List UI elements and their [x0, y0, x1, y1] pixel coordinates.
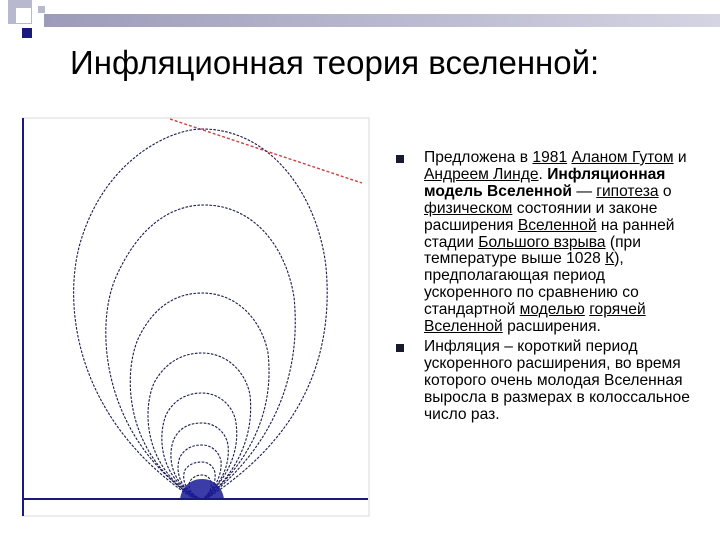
text-fragment: состоянии и законе расширения [424, 199, 658, 234]
link-hypothesis[interactable]: гипотеза [596, 182, 659, 200]
text-fragment: о [658, 182, 672, 200]
bullet-text: Инфляция – короткий период ускоренного расширения, во время которого очень молодая Вселенная выросла в размерах в колоссальное число раз. [424, 337, 690, 423]
top-decorative-bar [44, 14, 720, 27]
link-physical[interactable]: физическом [424, 199, 513, 217]
text-fragment: Предложена в [424, 149, 533, 166]
text-fragment: . [538, 165, 548, 183]
bullet-list [394, 150, 694, 424]
bullet-item [394, 339, 694, 424]
link-kelvin[interactable]: К [605, 250, 615, 268]
text-fragment: (при температуре выше 1028 [424, 233, 641, 268]
slide-title: Инфляционная теория вселенной: [70, 44, 600, 81]
text-fragment: и [673, 149, 687, 166]
bullet-text [424, 150, 694, 336]
deco-square-small [38, 6, 45, 13]
deco-square-dark [22, 28, 32, 38]
inflation-bubbles-illustration [22, 117, 370, 517]
bullet-item [394, 150, 694, 336]
text-fragment: ), предполагающая период ускоренного по сравнению со стандартной [424, 250, 639, 319]
top-bar-fill [44, 14, 720, 27]
link-model[interactable]: моделью [519, 301, 585, 319]
text-fragment: расширения. [502, 318, 601, 336]
link-1981[interactable]: 1981 [532, 149, 568, 166]
link-big-bang[interactable]: Большого взрыва [478, 233, 606, 251]
link-hot-universe[interactable]: горячей Вселенной [424, 301, 646, 336]
text-fragment: — [571, 182, 597, 200]
link-universe[interactable]: Вселенной [517, 216, 597, 234]
link-alan-guth[interactable]: Аланом Гутом [571, 149, 674, 166]
square-bullet-icon [396, 344, 404, 352]
square-bullet-icon [396, 155, 404, 163]
link-andrei-linde[interactable]: Андреем Линде [424, 165, 539, 183]
bold-term: Инфляционная модель Вселенной [424, 165, 666, 200]
text-fragment: на ранней стадии [424, 216, 675, 251]
deco-square-inner [16, 8, 31, 23]
